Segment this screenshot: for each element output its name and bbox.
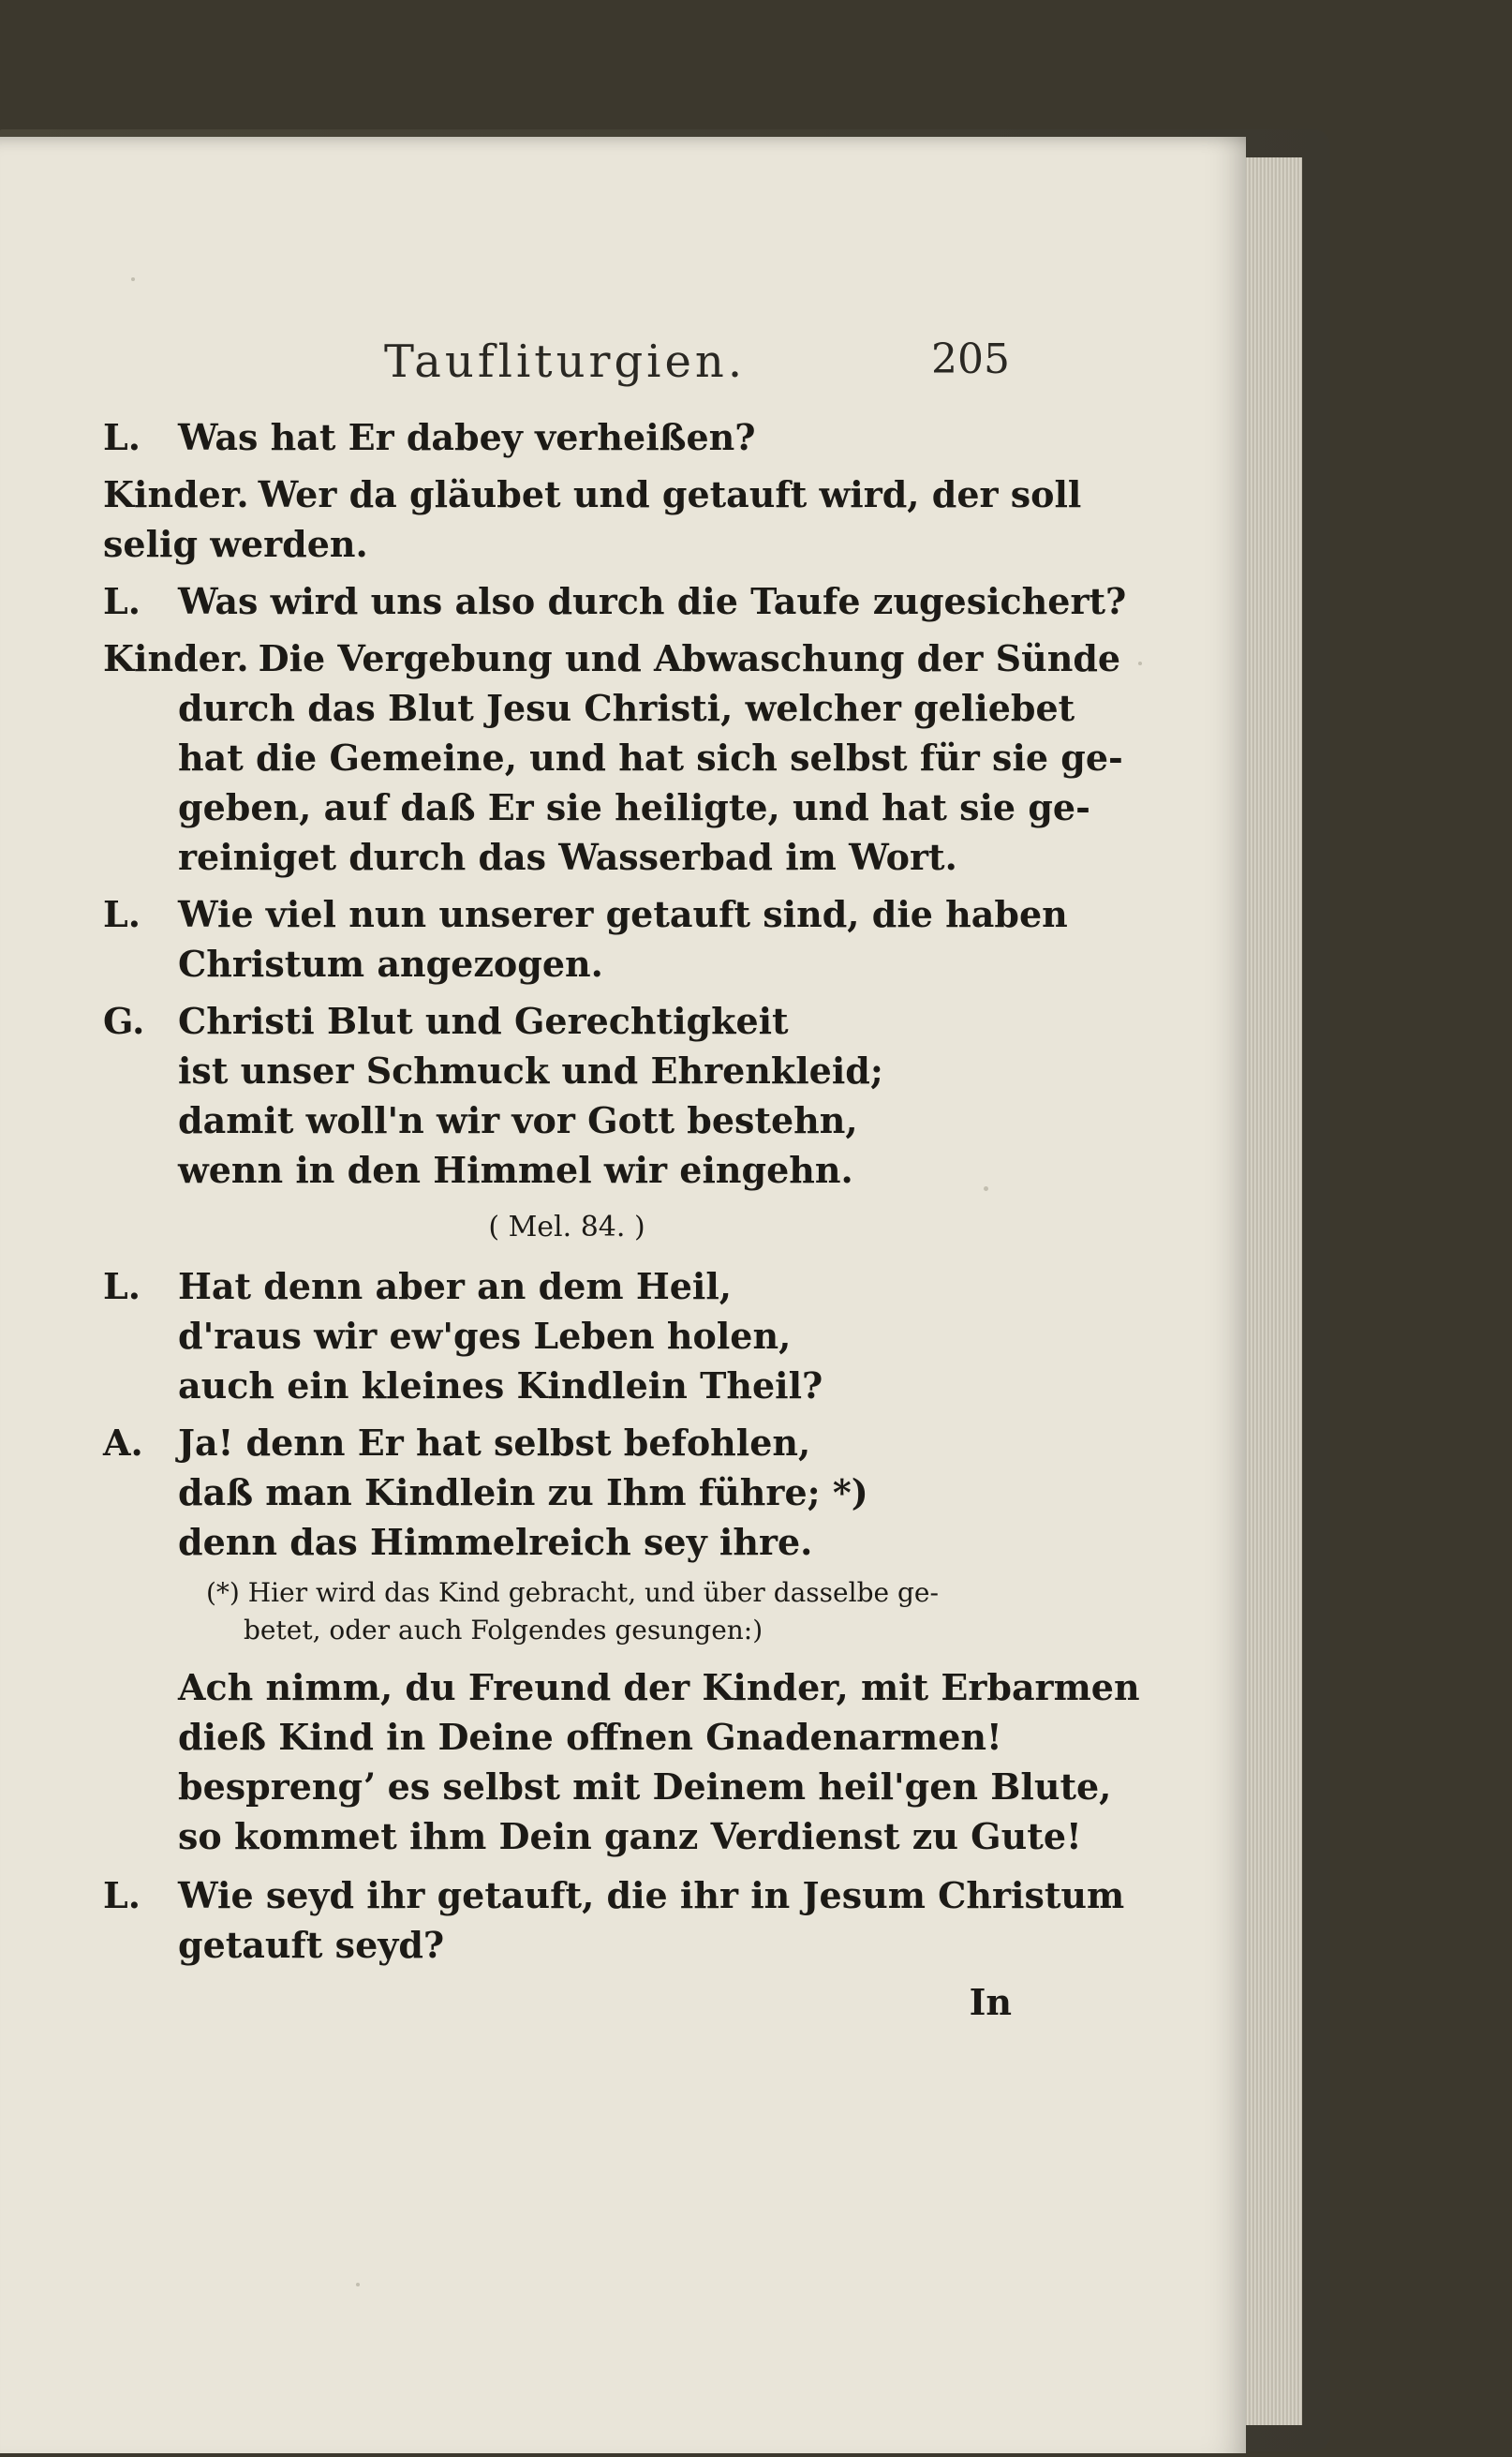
speaker-label: L. (103, 1874, 141, 1916)
verse-line: wenn in den Himmel wir eingehn. (178, 1149, 853, 1191)
catchword: In (969, 1981, 1012, 2023)
text-line: Christum angezogen. (178, 943, 603, 985)
hymn-line: dieß Kind in Deine offnen Gnadenarmen! (178, 1716, 1002, 1758)
text-line: geben, auf daß Er sie heiligte, und hat sie ge- (178, 786, 1090, 828)
dialogue-continuation (103, 519, 1030, 569)
verse-line: ist unser Schmuck und Ehrenkleid; (178, 1050, 883, 1092)
speaker-label: L. (103, 416, 141, 458)
melody-reference: ( Mel. 84. ) (488, 1211, 645, 1243)
hymn-stanza (103, 1662, 1140, 1861)
dialogue-continuation (103, 683, 1123, 882)
page-title: Taufliturgien. (384, 335, 747, 388)
text-line: selig werden. (103, 523, 368, 565)
verse-line: daß man Kindlein zu Ihm führe; *) (178, 1471, 868, 1513)
hymn-line: Ach nimm, du Freund der Kinder, mit Erbarmen (178, 1666, 1140, 1708)
speaker-label: Kinder. (103, 637, 249, 679)
verse-line: Hat denn aber an dem Heil, (178, 1265, 733, 1307)
paper-fleck (1138, 662, 1142, 665)
dialogue-entry (103, 1418, 1030, 1567)
speaker-label: L. (103, 893, 141, 935)
dialogue-entry (103, 576, 1127, 626)
speaker-label: L. (103, 580, 141, 622)
paper-fleck (356, 2283, 360, 2286)
dialogue-entry (103, 469, 1082, 519)
verse-line: auch ein kleines Kindlein Theil? (178, 1364, 823, 1407)
dialogue-entry (103, 996, 1030, 1195)
verse-line: Ja! denn Er hat selbst befohlen, (178, 1422, 811, 1464)
dialogue-entry (103, 1870, 1125, 1970)
speaker-label: A. (103, 1422, 143, 1464)
paper-fleck (131, 277, 135, 281)
hymn-line: besprengʼ es selbst mit Deinem heil'gen Blute, (178, 1765, 1112, 1808)
page-body (103, 412, 1140, 2027)
footnote (103, 1574, 1030, 1649)
text-line: Wie seyd ihr getauft, die ihr in Jesum Christum (178, 1874, 1125, 1916)
text-line: Wie viel nun unserer getauft sind, die haben (178, 893, 1068, 935)
text-line: Was hat Er dabey verheißen? (178, 416, 756, 458)
text-line: hat die Gemeine, und hat sich selbst für sie ge- (178, 737, 1123, 779)
dialogue-entry (103, 889, 1068, 989)
text-line: durch das Blut Jesu Christi, welcher geliebet (178, 687, 1075, 729)
speaker-label: L. (103, 1265, 141, 1307)
verse-line: d'raus wir ew'ges Leben holen, (178, 1315, 792, 1357)
page-number: 205 (931, 335, 1010, 383)
verse-line: damit woll'n wir vor Gott bestehn, (178, 1099, 858, 1141)
text-line: Wer da gläubet und getauft wird, der soll (258, 473, 1082, 515)
verse-line: denn das Himmelreich sey ihre. (178, 1521, 813, 1563)
verse-line: Christi Blut und Gerechtigkeit (178, 1000, 789, 1042)
footnote-line: (*) Hier wird das Kind gebracht, und über dasselbe ge- (206, 1577, 939, 1608)
dialogue-entry (103, 412, 1030, 462)
text-line: Was wird uns also durch die Taufe zugesichert? (178, 580, 1127, 622)
running-header (0, 335, 1246, 401)
text-line: reiniget durch das Wasserbad im Wort. (178, 836, 957, 878)
hymn-line: so kommet ihm Dein ganz Verdienst zu Gute! (178, 1815, 1082, 1857)
speaker-label: G. (103, 1000, 145, 1042)
text-line: getauft seyd? (178, 1924, 445, 1966)
dialogue-entry (103, 1261, 1030, 1410)
footnote-line: betet, oder auch Folgendes gesungen:) (244, 1615, 763, 1645)
dialogue-entry (103, 633, 1121, 683)
text-line: Die Vergebung und Abwaschung der Sünde (258, 637, 1121, 679)
speaker-label: Kinder. (103, 473, 249, 515)
